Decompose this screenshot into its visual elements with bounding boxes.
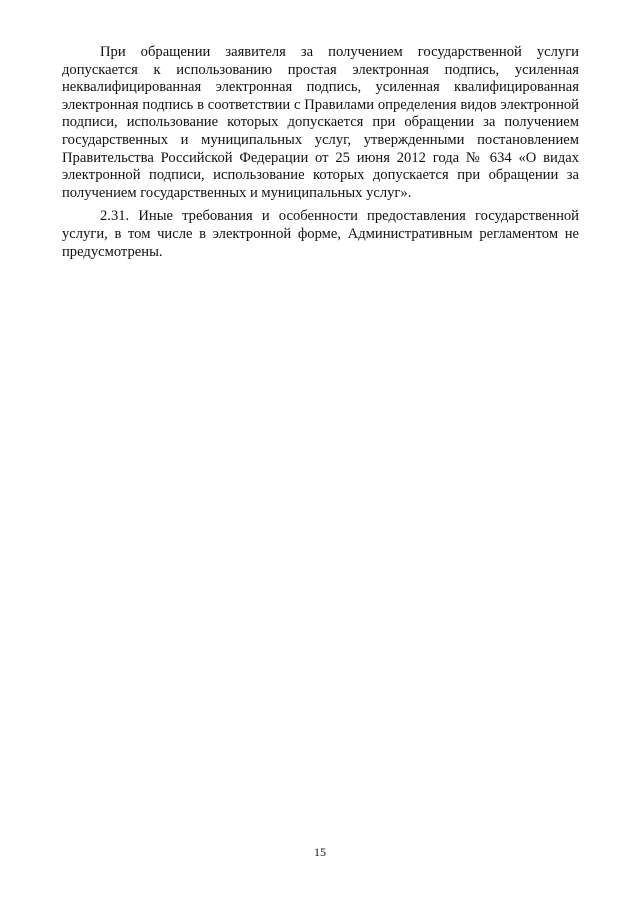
paragraph-2-31: 2.31. Иные требования и особенности предоставления государственной услуги, в том числе в электронной форме, Административным регламентом не предусмотрены.	[62, 208, 579, 260]
document-body	[62, 44, 579, 261]
page-number: 15	[314, 845, 326, 859]
paragraph-signature-types: При обращении заявителя за получением государственной услуги допускается к использованию простая электронная подпись, усиленная неквалифицированная электронная подпись, усиленная квалифицированная электронная подпись в соответствии с Правилами определения видов электронной подписи, использование которых допускается при обращении за получением государственных и муниципальных услуг, утвержденными постановлением Правительства Российской Федерации от 25 июня 2012 года № 634 «О видах электронной подписи, использование которых допускается при обращении за получением государственных и муниципальных услуг».	[62, 44, 579, 201]
